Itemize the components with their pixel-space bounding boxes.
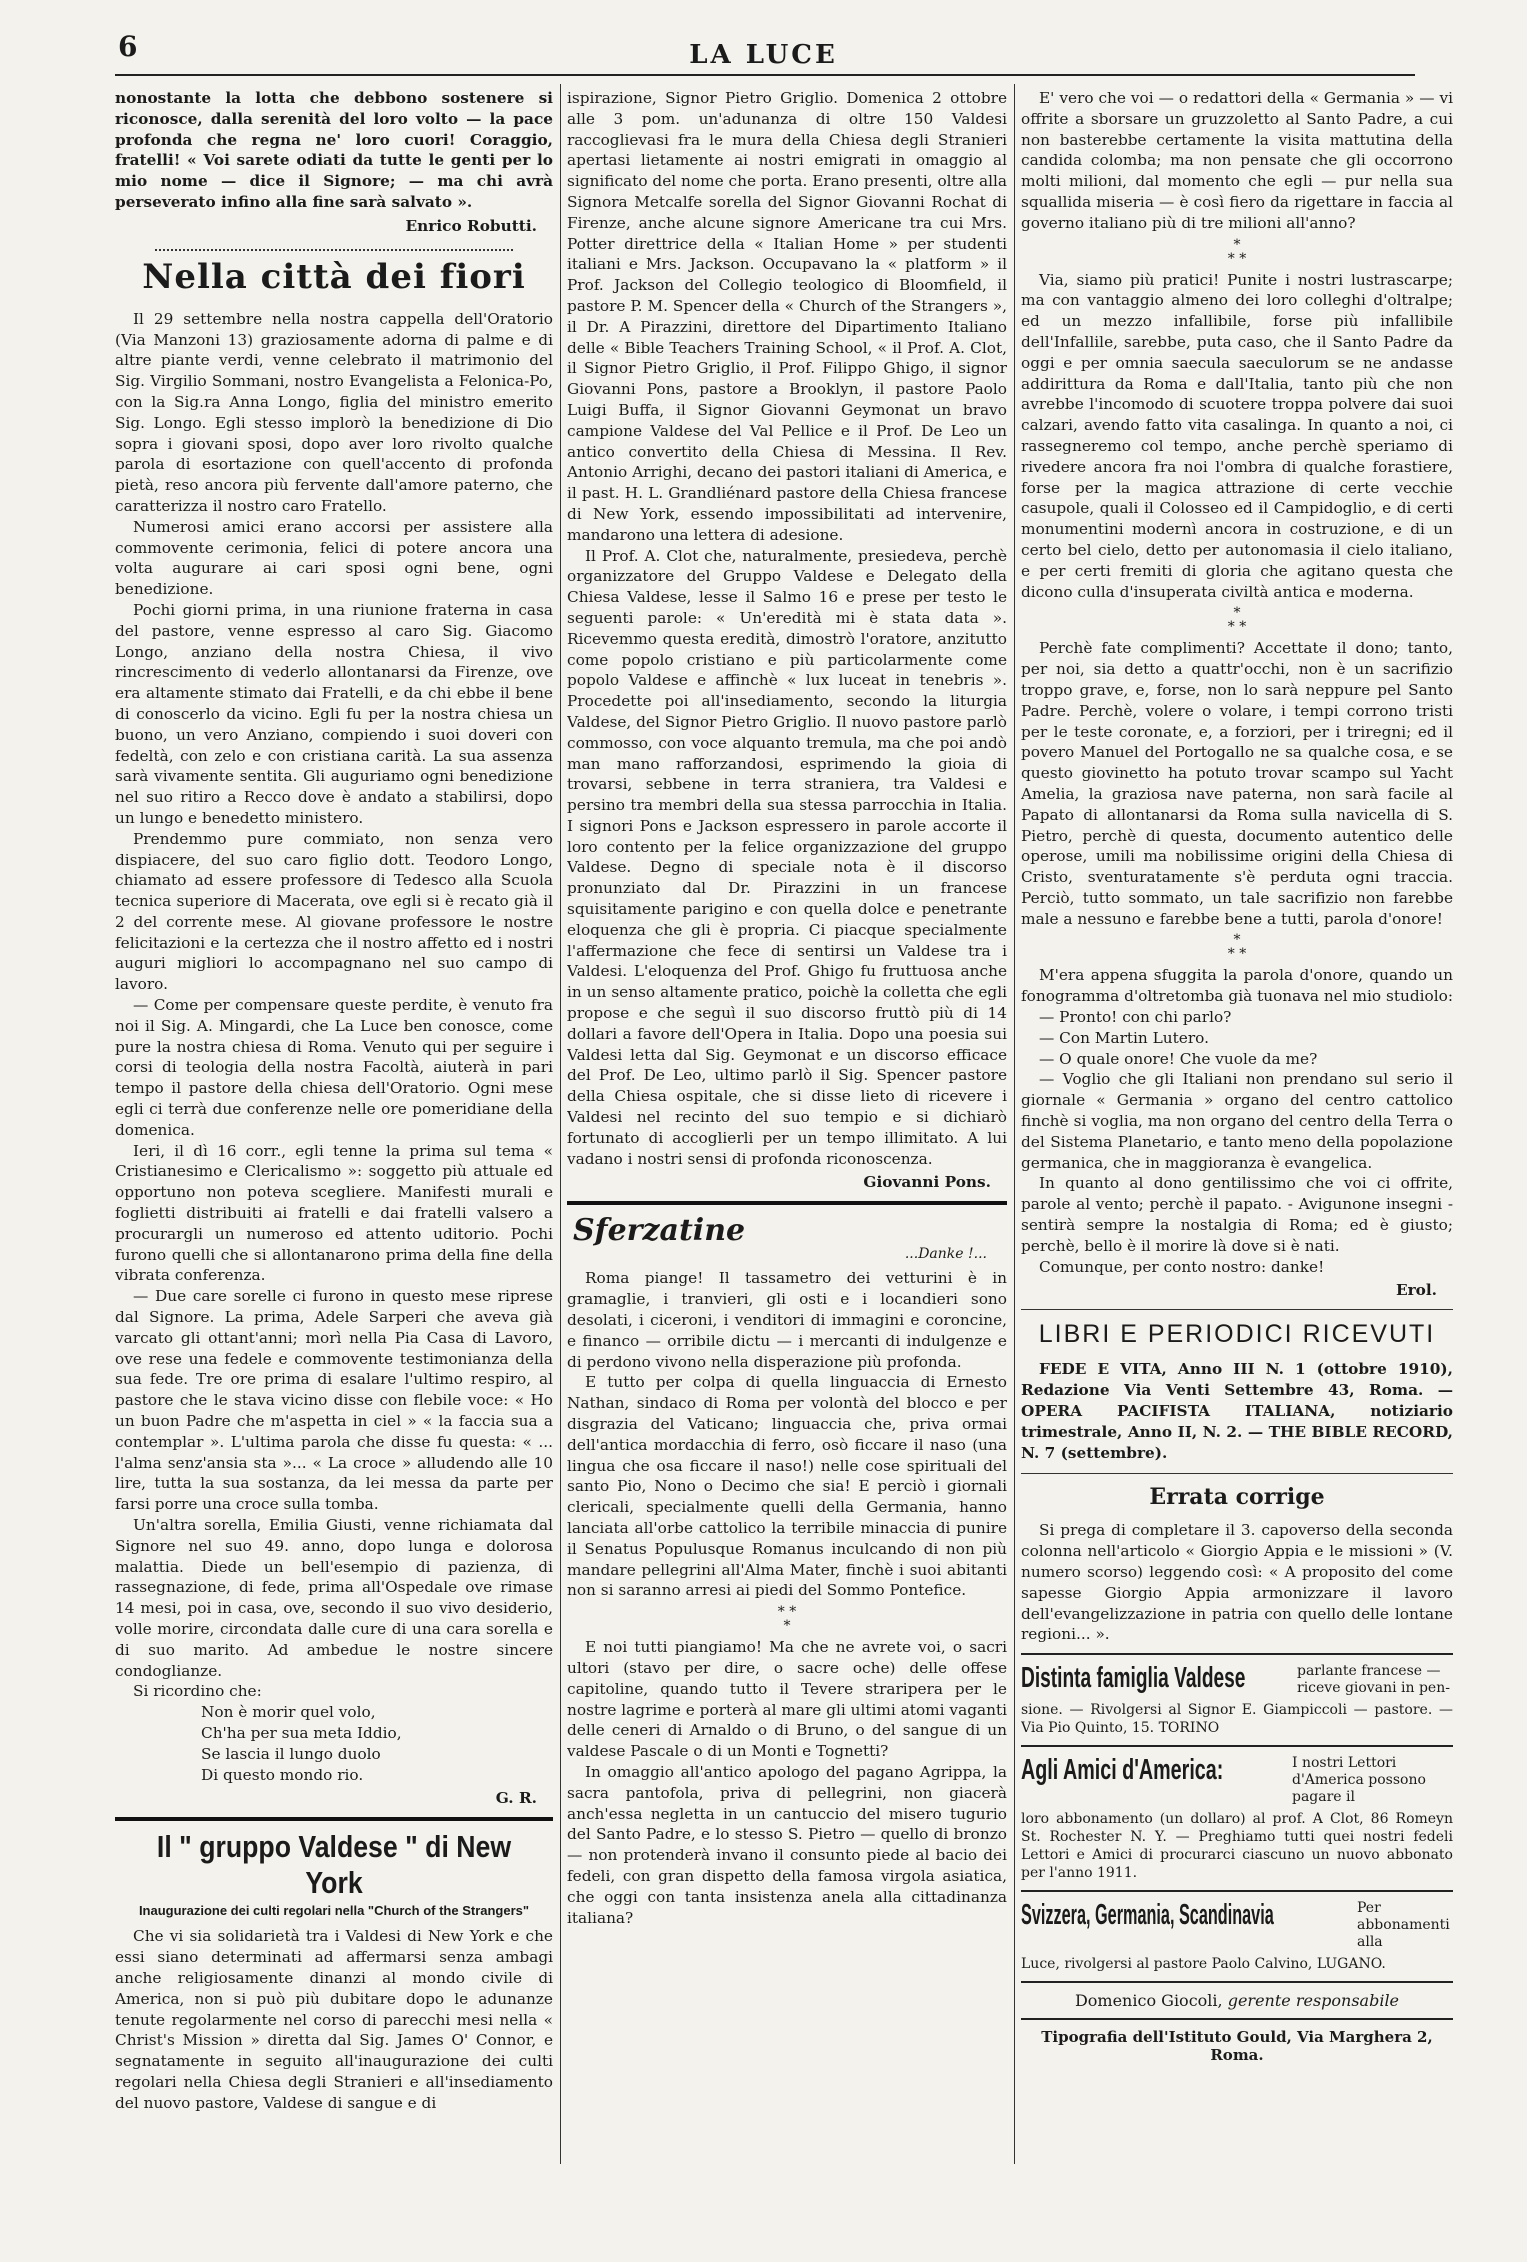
paragraph: M'era appena sfuggita la parola d'onore, quando un fonogramma d'oltretomba già tuonava nel mio studiolo: [1021,966,1453,1006]
divider [155,239,513,251]
flori-headline: Nella città dei fiori [142,256,526,297]
poem-line: Di questo mondo rio. [201,1765,364,1784]
paragraph: — Due care sorelle ci furono in questo mese riprese dal Signore. La prima, Adele Sarperi che aveva già varcato gli ottant'anni; morì nella Pia Casa di Lavoro, ove rese una fedele e commovente testimonianza della sua fede. Tre ore prima di esalare l'ultimo respiro, al pastore che le stava vicino disse con flebile voce: « Ho un buon Padre che m'aspetta in ciel » « la faccia sua a contemplar ». L'ultima parola che disse fu questa: « ... l'alma senz'ansia sta »... « La croce » alludendo alle 10 lire, tutta la sua sostanza, da lei messa da parte per farsi porre una croce sulla tomba. [115,1287,553,1514]
sferzatine-subheadline: ...Danke !... [904,1246,987,1263]
asterism: * * * [1227,236,1247,267]
poem-line: Se lascia il lungo duolo [201,1744,381,1763]
paragraph: Ieri, il dì 16 corr., egli tenne la prima sul tema « Cristianesimo e Clericalismo »: soggetto più attuale ed opportuno non poteva scegliere. Manifesti murali e foglietti distribuiti ai fratelli e dai fratelli valsero a procurargli un numeroso ed attento uditorio. Pochi furono quelli che si allontanarono prima della fine della vibrata conferenza. [115,1141,553,1285]
column-separator [1014,84,1015,2164]
ad-body: sione. — Rivolgersi al Signor E. Giampiccoli — pastore. — Via Pio Quinto, 15. TORINO [1021,1702,1453,1737]
gruppo-headline: Il " gruppo Valdese " di New York [156,1829,512,1901]
divider [1021,1653,1453,1655]
paragraph: In quanto al dono gentilissimo che voi ci offrite, parole al vento; perchè il papato. - Avigunone insegni - sentirà sempre la nostalgia di Roma; ed è giusto; perchè, bello è il morire là dove si è nati. [1021,1174,1453,1255]
divider [1021,1890,1453,1892]
paragraph: Che vi sia solidarietà tra i Valdesi di New York e che essi siano determinati ad affermarsi senza ambagi anche religiosamente dinanzi al mondo civile di America, non si può più dubitare dopo le adunanze tenute regolarmente nel corso di parecchi mesi nella « Christ's Mission » diretta dal Sig. James O' Connor, e segnatamente in seguito all'inaugurazione dei culti regolari nella Chiesa degli Stranieri e all'insediamento del nuovo pastore, Valdese di sangue e di [115,1927,553,2112]
column-3 [1021,88,1453,2238]
gerente-responsabile [1021,1991,1453,2010]
paragraph: ispirazione, Signor Pietro Griglio. Domenica 2 ottobre alle 3 pom. un'adunanza di oltre 150 Valdesi raccoglievasi fra le mura della Chiesa degli Stranieri apertasi lietamente ai nostri emigrati in omaggio al significato del nome che porta. Erano presenti, oltre alla Signora Metcalfe sorella del Signor Giovanni Rochat di Firenze, anche alcune signore Americane tra cui Mrs. Potter direttrice della « Italian Home » per studenti italiani e Mrs. Jackson. Occupavano la « platform » il Prof. Jackson del Collegio teologico di Bloomfield, il pastore P. M. Spencer della « Church of the Strangers », il Dr. A Pirazzini, direttore del Dipartimento Italiano delle « Bible Teachers Training School, « il Prof. A. Clot, il Signor Pietro Griglio, il Prof. Filippo Ghigo, il signor Giovanni Pons, pastore a Brooklyn, il pastore Paolo Luigi Buffa, il Signor Giovanni Geymonat un bravo campione Valdese del Val Pellice e il Prof. De Leo un antico convertito della Chiesa di Messina. Il Rev. Antonio Arrighi, decano dei pastori italiani di America, e il past. H. L. Grandliénard pastore della Chiesa francese di New York, essendo impossibilitati ad intervenire, mandarono una lettera di adesione. [567,89,1007,544]
gruppo-subheadline: Inaugurazione dei culti regolari nella "Church of the Strangers" [138,1903,530,1919]
paragraph: Pochi giorni prima, in una riunione fraterna in casa del pastore, venne espresso al caro Sig. Giacomo Longo, anziano della nostra Chiesa, il vivo rincrescimento di vederlo allontanarsi da Firenze, ove era altamente stimato dai Fratelli, e da chi ebbe il bene di conoscerlo da vicino. Egli fu per la nostra chiesa un buono, un vero Anziano, compiendo i suoi doveri con fedeltà, con zelo e con cristiana carità. La sua assenza sarà vivamente sentita. Gli auguriamo ogni benedizione nel suo ritiro a Recco dove è andato a stabilirsi, dopo un lungo e benedetto ministero. [115,600,553,827]
robutti-article-end: nonostante la lotta che debbono sostenere si riconosce, dalla serenità del loro volto — la pace profonda che regna ne' loro cuori! Coraggio, fratelli! « Voi sarete odiati da tutte le genti per lo mio nome — dice il Signore; — ma chi avrà perseverato infino alla fine sarà salvato ». [115,89,553,211]
asterism: * * * [1227,605,1247,636]
column-separator [560,84,561,2164]
ad-side-text: I nostri Lettori d'America possono pagare il [1292,1755,1426,1806]
dialog-line: — Con Martin Lutero. [1039,1028,1209,1047]
paragraph: E tutto per colpa di quella linguaccia di Ernesto Nathan, sindaco di Roma per volontà del blocco e per disgrazia del Vaticano; linguaccia che, priva ormai dell'antica mordacchia di ferro, osò ficcare il naso (una lingua che osa ficcare il naso!) nelle cose spirituali del santo Pio, Nono o Decimo che sia! E perciò i giornali clericali, specialmente quelli della Germania, hanno lanciata all'orbe cattolico la terribile minaccia di punire il Senatus Populusque Romanus inculcando di non più mandare pellegrini all'Alma Mater, finchè i suoi abitanti non si saranno arresi ai piedi del Sommo Pontefice. [567,1373,1007,1600]
ad-body: loro abbonamento (un dollaro) al prof. A Clot, 86 Romeyn St. Rochester N. Y. — Preghiamo tutti quei nostri fedeli Lettori e Amici di procurarci ciascuno un nuovo abbonato per l'anno 1911. [1021,1811,1453,1882]
ad-side-text: Per abbonamenti alla [1357,1900,1450,1951]
poem-line: Ch'ha per sua meta Iddio, [201,1723,402,1742]
poem-line: Non è morir quel volo, [201,1703,376,1722]
paragraph: E' vero che voi — o redattori della « Germania » — vi offrite a sborsare un gruzzoletto al Santo Padre, a cui non basterebbe certamente la visita mattutina della candida colomba; ma non pensate che gli occorrono molti milioni, dal momento che egli — pur nella sua squallida miseria — è così fiero da rigettare in faccia al governo italiano più di tre milioni all'anno? [1021,89,1453,232]
paragraph: — Voglio che gli Italiani non prendano sul serio il giornale « Germania » organo del centro cattolico finchè si voglia, ma non organo del centro della Terra o del Sistema Planetario, e tanto meno della popolazione germanica, che in maggioranza è evangelica. [1021,1070,1453,1172]
dialog-line: — O quale onore! Che vuole da me? [1039,1049,1318,1068]
ad-body: Luce, rivolgersi al pastore Paolo Calvino, LUGANO. [1021,1956,1386,1973]
gerente-role: gerente responsabile [1227,1991,1400,2011]
errata-headline: Errata corrige [1149,1484,1325,1511]
divider [1021,1981,1453,1983]
paragraph: Un'altra sorella, Emilia Giusti, venne richiamata dal Signore nel suo 49. anno, dopo lunga e dolorosa malattia. Diede un bell'esempio di pazienza, di rassegnazione, di fede, prima all'Ospedale ove rimase 14 mesi, poi in casa, ove, secondo il suo vivo desiderio, volle morire, circondata dalle cure di una cara sorella e di suo marito. Ad ambedue le nostre sincere condoglianze. [115,1516,553,1680]
sferzatine-headline: Sferzatine [573,1213,746,1249]
ad-headline: Distinta famiglia Valdese [1021,1662,1246,1695]
paragraph: Prendemmo pure commiato, non senza vero dispiacere, del suo caro figlio dott. Teodoro Longo, chiamato ad essere professore di Tedesco alla Scuola tecnica superiore di Macerata, ove egli si è recato già il 2 del corrente mese. Al giovane professore le nostre felicitazioni e la certezza che il nostro affetto ed i nostri auguri migliori lo accompagnano nel suo campo di lavoro. [115,829,553,994]
page-header [0,0,1527,80]
ad-famiglia-valdese [1021,1663,1453,1737]
divider [1021,1309,1453,1310]
asterism: * * * [1227,932,1247,963]
paragraph: Il Prof. A. Clot che, naturalmente, presiedeva, perchè organizzatore del Gruppo Valdese e Delegato della Chiesa Valdese, lesse il Salmo 16 e prese per testo le seguenti parole: « Un'eredità mi è stata data ». Ricevemmo questa eredità, dimostrò l'oratore, anzitutto come popolo cristiano e più particolarmente come popolo Valdese e affinchè « lux luceat in tenebris ». Procedette poi all'insediamento, secondo la liturgia Valdese, del Signor Pietro Griglio. Il nuovo pastore parlò commosso, con voce alquanto tremula, ma che poi andò man mano rafforzandosi, esprimendo la gioia di trovarsi, sebbene in terra straniera, tra Valdesi e persino tra membri della sua stessa parrocchia in Italia. I signori Pons e Jackson espressero in parole accorte il loro contento per la felice organizzazione del gruppo Valdese. Degno di speciale nota è il discorso pronunziato dal Dr. Pirazzini in un francese squisitamente parigino e con quella dolce e penetrante eloquenza che gli è propria. Ci piacque specialmente l'affermazione che fece di sentirsi un Valdese tra i Valdesi. L'eloquenza del Prof. Ghigo fu fruttuosa anche in un senso altamente pratico, poichè la colletta che egli propose e che seguì il suo discorso fruttò più di 14 dollari a favore dell'Opera in Italia. Dopo una poesia sui Valdesi letta dal Sig. Geymonat e un discorso efficace del Prof. De Leo, ultimo parlò il Sig. Spencer pastore della Chiesa ospitale, che si disse lieto di ricevere i Valdesi nel recinto del suo tempio e si dichiarò fortunato di accoglierli per un tempo illimitato. A lui vadano i nostri sensi di profonda riconoscenza. [567,546,1007,1168]
gerente-name: Domenico Giocoli, [1074,1991,1223,2011]
paragraph: — Come per compensare queste perdite, è venuto fra noi il Sig. A. Mingardi, che La Luce ben conosce, come pure la nostra chiesa di Roma. Venuto qui per seguire i corsi di teologia della nostra Facoltà, aiuterà in pari tempo il pastore della chiesa dell'Oratorio. Ogni mese egli ci terrà due conferenze nelle ore pomeridiane della domenica. [115,996,553,1139]
paragraph: Perchè fate complimenti? Accettate il dono; tanto, per noi, sia detto a quattr'occhi, non è un sacrifizio troppo grave, e, forse, non lo sarà neppure pel Santo Padre. Perchè, volere o volare, i tempi corrono tristi per le teste coronate, e, a forziori, per i triregni; ed il povero Manuel del Portogallo ne sa qualche cosa, e se questo giovinetto ha potuto trovar scampo sul Yacht Amelia, la graziosa nave paterna, non sarà facile al Papato di allontanarsi da Roma sulla navicella di S. Pietro, perchè di questa, documento autentico delle operose, umili ma nobilissime origini della Chiesa di Cristo, sventuratamente s'è perduta ogni traccia. Perciò, tutto sommato, un tale sacrifizio non farebbe male a nessuno e farebbe bene a tutti, parola d'onore! [1021,639,1453,928]
ad-headline: Agli Amici d'America: [1021,1754,1224,1787]
paragraph: Comunque, per conto nostro: danke! [1039,1257,1325,1276]
newspaper-title: LA LUCE [689,40,838,70]
flori-body [115,309,553,1702]
paragraph: Si ricordino che: [133,1682,262,1701]
libri-headline: LIBRI E PERIODICI RICEVUTI [1038,1320,1436,1349]
poem [115,1702,553,1785]
robutti-signature: Enrico Robutti. [405,216,537,235]
paragraph: E noi tutti piangiamo! Ma che ne avrete voi, o sacri ultori (stavo per dire, o sacre oche) delle offese capitoline, quando tutto il Tevere straripera per le nostre lagrime e porterà al mare gli ultimi atomi vaganti delle ceneri di Arnaldo o di Bruno, o del sangue di un valdese Pascale o di un Monti e Tognetti? [567,1638,1007,1761]
gruppo-signature: Giovanni Pons. [863,1173,991,1192]
paragraph: In omaggio all'antico apologo del pagano Agrippa, la sacra pantofola, priva di pellegrini, non giacerà anch'essa negletta in un cantuccio del misero tugurio del Santo Padre, e lo stesso S. Pietro — quello di bronzo — non protenderà invano il consunto piede al bacio dei fedeli, con gran dispetto della famosa virgola asiatica, che oggi con tanta insistenza anela alla cittadinanza italiana? [567,1762,1007,1927]
divider [567,1201,1007,1205]
tipografia: Tipografia dell'Istituto Gould, Via Marghera 2, Roma. [1041,2028,1433,2065]
divider [1021,1473,1453,1474]
divider [1021,1745,1453,1747]
paragraph: FEDE E VITA, Anno III N. 1 (ottobre 1910), Redazione Via Venti Settembre 43, Roma. — OPERA PACIFISTA ITALIANA, notiziario trimestrale, Anno II, N. 2. — THE BIBLE RECORD, N. 7 (settembre). [1021,1360,1453,1462]
ad-amici-america [1021,1755,1453,1882]
column-1 [115,88,553,2238]
ad-side-text: parlante francese — riceve giovani in pen- [1297,1663,1450,1697]
paragraph: Il 29 settembre nella nostra cappella dell'Oratorio (Via Manzoni 13) graziosamente adorna di palme e di altre piante verdi, venne celebrato il matrimonio del Sig. Virgilio Sommani, nostro Evangelista a Felonica-Po, con la Sig.ra Anna Longo, figlia del ministro emerito Sig. Longo. Egli stesso implorò la benedizione di Dio sopra i giovani sposi, dopo aver loro rivolto qualche parola di esortazione con quell'accento di profonda pietà, reso ancora più fervente dall'amore paterno, che caratterizza il nostro caro Fratello. [115,309,553,515]
column-2 [567,88,1007,2238]
asterism: * * * [777,1604,797,1635]
divider [1021,2018,1453,2020]
flori-signature: G. R. [495,1789,537,1808]
page-number: 6 [118,30,138,63]
ad-svizzera [1021,1900,1453,1973]
paragraph: Roma piange! Il tassametro dei vetturini è in gramaglie, i tranvieri, gli osti e i locandieri sono desolati, i ciceroni, i venditori di immagini e coroncine, e financo — orribile dictu — i mercanti di indulgenze e di perdono vivono nella disperazione più profonda. [567,1269,1007,1371]
erol-signature: Erol. [1395,1281,1437,1300]
paragraph: Via, siamo più pratici! Punite i nostri lustrascarpe; ma con vantaggio almeno dei loro colleghi d'oltralpe; ed un mezzo infallibile, forse più infallibile dell'Infallile, sarebbe, puta caso, che il Santo Padre da oggi e per omnia saecula saeculorum se ne andasse addirittura da Roma e dall'Italia, tanto più che non avrebbe l'incomodo di scuotere troppa polvere dai suoi calzari, avendo fatto vita casalinga. In quanto a noi, ci rassegneremo col tempo, anche perchè speriamo di rivedere ancora fra noi l'ombra di qualche forastiere, forse per la magica attrazione di certe vecchie casupole, quali il Colosseo ed il Campidoglio, e di certi monumentini modernì ancora in costruzione, e di un certo bel cielo, detto per autonomasia il cielo italiano, e per certi fremiti di gloria che agitano questa che dicono culla d'insuperata civiltà antica e moderna. [1021,270,1453,601]
divider [115,1817,553,1821]
ad-headline: Svizzera, Germania, Scandinavia [1021,1899,1274,1932]
paragraph: Numerosi amici erano accorsi per assistere alla commovente cerimonia, felici di potere ancora una volta augurare ai cari sposi ogni bene, ogni benedizione. [115,517,553,599]
header-rule [115,74,1415,76]
paragraph: Si prega di completare il 3. capoverso della seconda colonna nell'articolo « Giorgio Appia e le missioni » (V. numero scorso) leggendo così: « A proposito del come sapesse Giorgio Appia armonizzare il lavoro dell'evangelizzazione in patria con quello delle lontane regioni... ». [1021,1521,1453,1644]
dialog-line: — Pronto! con chi parlo? [1039,1008,1232,1027]
